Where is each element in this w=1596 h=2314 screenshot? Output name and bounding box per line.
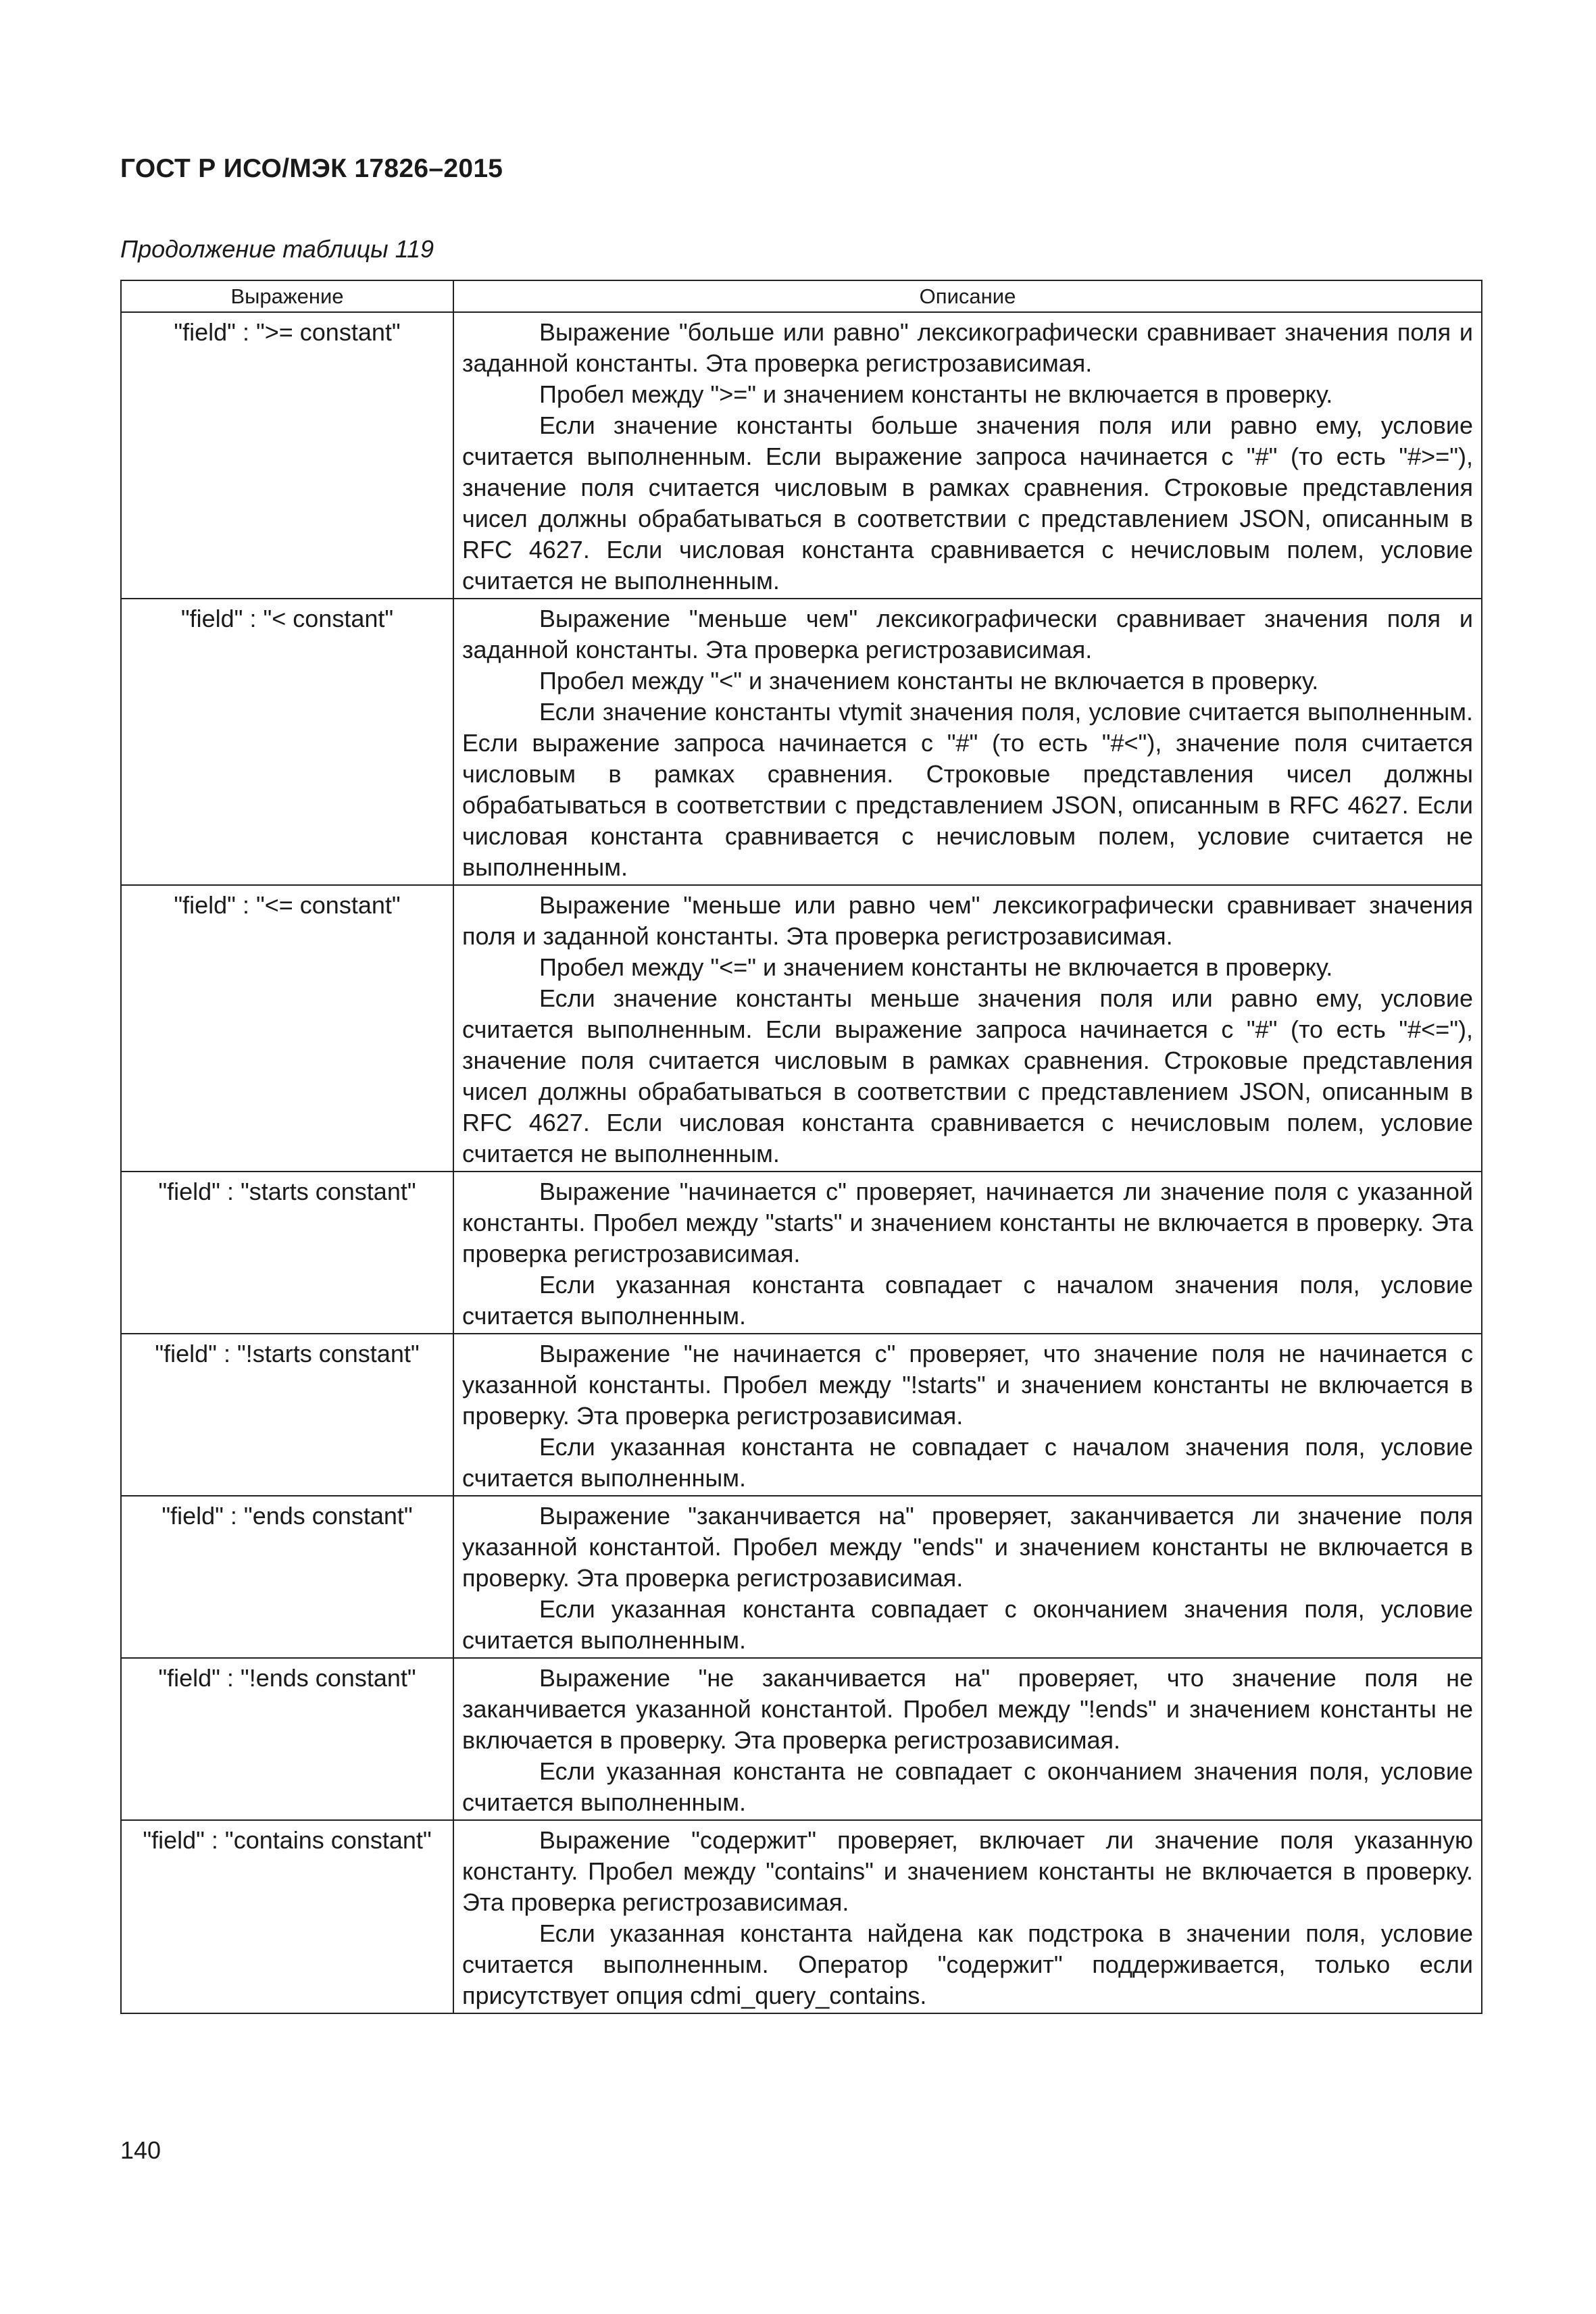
- description-cell: [453, 1496, 1482, 1658]
- table-row: [121, 1496, 1482, 1658]
- description-paragraph: Если значение константы vtymit значения поля, условие считается выполненным. Если выражение запроса начинается с "#" (то есть "#<"), значение поля считается числовым в рамках сравнения. Строковые представления чисел должны обрабатываться в соответствии с представлением JSON, описанным в RFC 4627. Если числовая константа сравнивается с нечисловым полем, условие считается не выполненным.: [462, 698, 1473, 881]
- description-paragraph: Выражение "не заканчивается на" проверяет, что значение поля не заканчивается указанной константой. Пробел между "!ends" и значением константы не включается в проверку. Эта проверка регистрозависимая.: [462, 1664, 1473, 1754]
- expression-cell: "field" : "<= constant": [121, 885, 453, 1172]
- description-paragraph: Пробел между "<=" и значением константы не включается в проверку.: [539, 953, 1333, 981]
- description-paragraph: Выражение "больше или равно" лексикографически сравнивает значения поля и заданной константы. Эта проверка регистрозависимая.: [462, 318, 1473, 377]
- description-cell: [453, 1172, 1482, 1334]
- description-paragraph: Выражение "заканчивается на" проверяет, заканчивается ли значение поля указанной константой. Пробел между "ends" и значением константы не включается в проверку. Эта проверка регистрозависимая.: [462, 1502, 1473, 1592]
- description-paragraph: Выражение "меньше чем" лексикографически сравнивает значения поля и заданной константы. Эта проверка регистрозависимая.: [462, 605, 1473, 663]
- table-row: [121, 312, 1482, 599]
- description-paragraph: Выражение "начинается с" проверяет, начинается ли значение поля с указанной константы. Пробел между "starts" и значением константы не включается в проверку. Эта проверка регистрозависимая.: [462, 1178, 1473, 1267]
- description-paragraph: Пробел между ">=" и значением константы не включается в проверку.: [539, 380, 1333, 408]
- description-paragraph: Если указанная константа совпадает с окончанием значения поля, условие считается выполненным.: [462, 1595, 1473, 1654]
- expression-cell: "field" : "!ends constant": [121, 1658, 453, 1820]
- expression-cell: "field" : "< constant": [121, 599, 453, 885]
- table-row: [121, 1172, 1482, 1334]
- table-body: [121, 312, 1482, 2013]
- column-header-description: Описание: [453, 280, 1482, 312]
- expression-cell: "field" : "contains constant": [121, 1820, 453, 2013]
- description-paragraph: Выражение "не начинается с" проверяет, что значение поля не начинается с указанной константы. Пробел между "!starts" и значением константы не включается в проверку. Эта проверка регистрозависимая.: [462, 1340, 1473, 1430]
- table-caption: Продолжение таблицы 119: [120, 235, 434, 263]
- description-cell: [453, 885, 1482, 1172]
- expression-cell: "field" : "ends constant": [121, 1496, 453, 1658]
- expression-cell: "field" : "starts constant": [121, 1172, 453, 1334]
- table-header-row: [121, 280, 1482, 312]
- table-row: [121, 1820, 1482, 2013]
- column-header-expression: Выражение: [121, 280, 453, 312]
- page-number: 140: [120, 2136, 161, 2164]
- table-row: [121, 1658, 1482, 1820]
- description-cell: [453, 312, 1482, 599]
- expressions-table: [120, 280, 1482, 2014]
- table-row: [121, 1334, 1482, 1496]
- description-cell: [453, 1334, 1482, 1496]
- description-paragraph: Если указанная константа не совпадает с началом значения поля, условие считается выполненным.: [462, 1433, 1473, 1492]
- document-header: ГОСТ Р ИСО/МЭК 17826–2015: [120, 154, 503, 183]
- description-paragraph: Если указанная константа не совпадает с окончанием значения поля, условие считается выполненным.: [462, 1757, 1473, 1816]
- description-cell: [453, 1658, 1482, 1820]
- expression-cell: "field" : "!starts constant": [121, 1334, 453, 1496]
- description-paragraph: Выражение "меньше или равно чем" лексикографически сравнивает значения поля и заданной константы. Эта проверка регистрозависимая.: [462, 891, 1473, 950]
- description-cell: [453, 599, 1482, 885]
- description-paragraph: Пробел между "<" и значением константы не включается в проверку.: [539, 667, 1319, 695]
- table-row: [121, 599, 1482, 885]
- expression-cell: "field" : ">= constant": [121, 312, 453, 599]
- description-cell: [453, 1820, 1482, 2013]
- description-paragraph: Если значение константы больше значения поля или равно ему, условие считается выполненным. Если выражение запроса начинается с "#" (то есть "#>="), значение поля считается числовым в рамках сравнения. Строковые представления чисел должны обрабатываться в соответствии с представлением JSON, описанным в RFC 4627. Если числовая константа сравнивается с нечисловым полем, условие считается не выполненным.: [462, 411, 1473, 595]
- description-paragraph: Если значение константы меньше значения поля или равно ему, условие считается выполненным. Если выражение запроса начинается с "#" (то есть "#<="), значение поля считается числовым в рамках сравнения. Строковые представления чисел должны обрабатываться в соответствии с представлением JSON, описанным в RFC 4627. Если числовая константа сравнивается с нечисловым полем, условие считается не выполненным.: [462, 984, 1473, 1167]
- table-row: [121, 885, 1482, 1172]
- description-paragraph: Если указанная константа совпадает с началом значения поля, условие считается выполненным.: [462, 1271, 1473, 1330]
- description-paragraph: Если указанная константа найдена как подстрока в значении поля, условие считается выполненным. Оператор "содержит" поддерживается, только если присутствует опция cdmi_query_contains.: [462, 1919, 1473, 2009]
- description-paragraph: Выражение "содержит" проверяет, включает ли значение поля указанную константу. Пробел между "contains" и значением константы не включается в проверку. Эта проверка регистрозависимая.: [462, 1826, 1473, 1916]
